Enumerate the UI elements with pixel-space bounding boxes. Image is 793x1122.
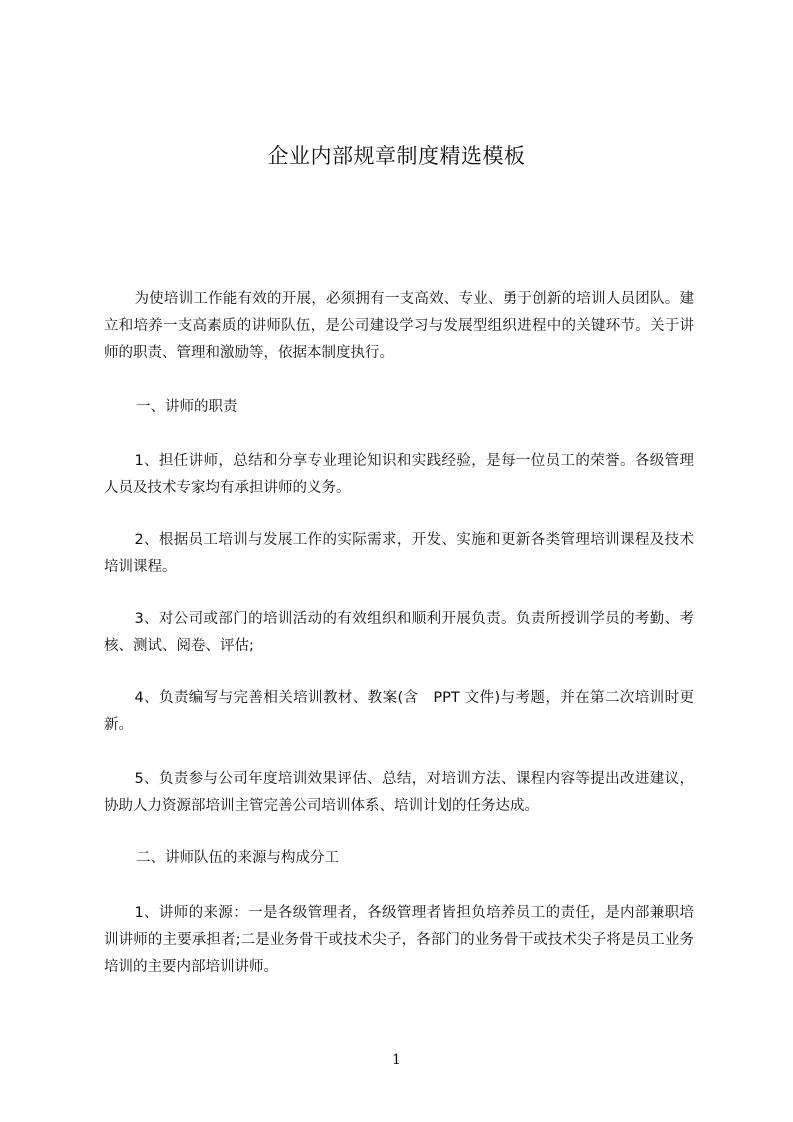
document-title: 企业内部规章制度精选模板 (267, 144, 526, 168)
list-item: 4、负责编写与完善相关培训教材、教案(含 PPT 文件)与考题，并在第二次培训时更新。 (104, 690, 694, 733)
list-item: 1、担任讲师，总结和分享专业理论知识和实践经验，是每一位员工的荣誉。各级管理人员及技术专家均有承担讲师的义务。 (104, 453, 694, 496)
section-heading-duties: 一、讲师的职责 (136, 399, 238, 415)
list-item: 1、讲师的来源：一是各级管理者，各级管理者皆担负培养员工的责任，是内部兼职培训讲师的主要承担者;二是业务骨干或技术尖子，各部门的业务骨干或技术尖子将是员工业务培训的主要内部培训讲师。 (104, 905, 694, 975)
list-item: 5、负责参与公司年度培训效果评估、总结，对培训方法、课程内容等提出改进建议，协助人力资源部培训主管完善公司培训体系、培训计划的任务达成。 (104, 771, 694, 814)
list-item: 3、对公司或部门的培训活动的有效组织和顺利开展负责。负责所授训学员的考勤、考核、测试、阅卷、评估; (104, 611, 694, 654)
section-heading-sources: 二、讲师队伍的来源与构成分工 (136, 850, 339, 866)
page-number: 1 (392, 1052, 401, 1068)
intro-paragraph: 为使培训工作能有效的开展，必须拥有一支高效、专业、勇于创新的培训人员团队。建立和培养一支高素质的讲师队伍，是公司建设学习与发展型组织进程中的关键环节。关于讲师的职责、管理和激励等，依据本制度执行。 (104, 291, 694, 361)
list-item: 2、根据员工培训与发展工作的实际需求，开发、实施和更新各类管理培训课程及技术培训课程。 (104, 532, 694, 575)
